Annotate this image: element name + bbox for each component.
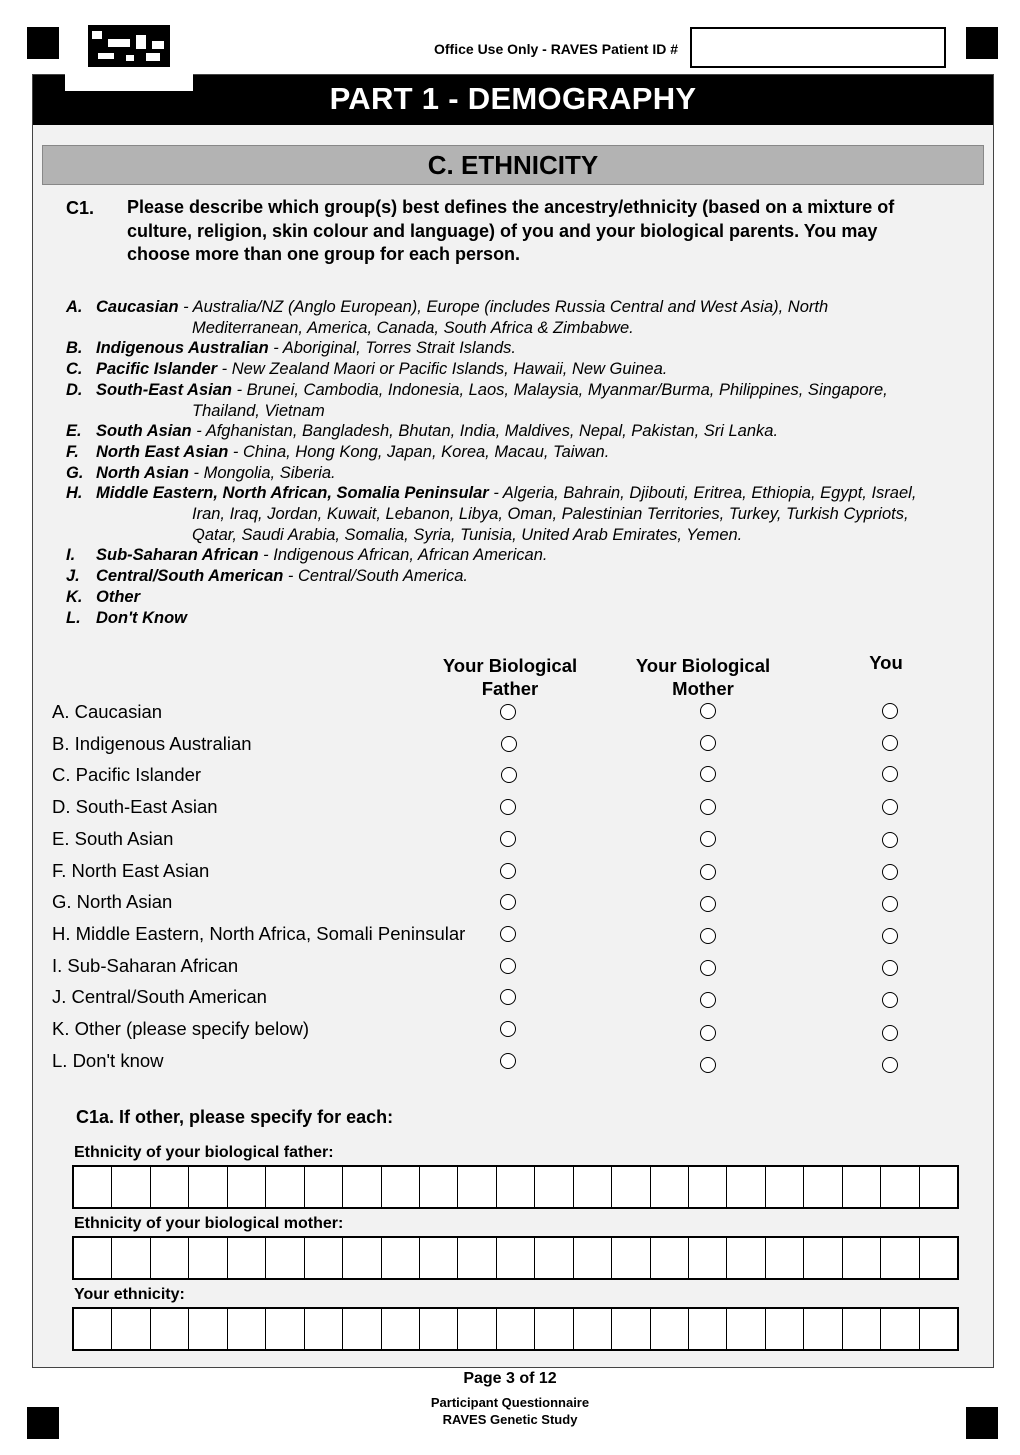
character-cell[interactable] [266,1167,304,1207]
option-label: C. Pacific Islander [52,764,202,786]
you-radio-button[interactable] [882,992,898,1008]
legend-group-name: Indigenous Australian [96,339,269,358]
legend-letter: K. [66,587,83,606]
mother-radio-button[interactable] [700,896,716,912]
mother-radio-button[interactable] [700,864,716,880]
character-cell[interactable] [535,1238,573,1278]
mother-radio-button[interactable] [700,1057,716,1073]
legend-group-desc: - Aboriginal, Torres Strait Islands. [268,339,516,358]
legend-letter: B. [66,339,83,358]
legend-item [66,338,996,359]
father-ethnicity-input[interactable] [72,1165,959,1209]
father-radio-button[interactable] [501,736,517,752]
character-cell[interactable] [497,1309,535,1349]
legend-group-name: South Asian [96,422,192,441]
legend-text [96,338,996,359]
ethnicity-option-row [52,1018,952,1048]
father-radio-button[interactable] [500,831,516,847]
legend-item [66,380,996,401]
character-cell[interactable] [151,1167,189,1207]
character-cell[interactable] [382,1309,420,1349]
legend-item [66,442,996,463]
mother-radio-button[interactable] [700,928,716,944]
character-cell[interactable] [727,1167,765,1207]
legend-continuation: Mediterranean, America, Canada, South Africa & Zimbabwe. [192,318,634,337]
mother-radio-button[interactable] [700,831,716,847]
legend-text [96,359,996,380]
legend-text [96,297,996,318]
you-radio-button[interactable] [882,766,898,782]
father-radio-button[interactable] [500,989,516,1005]
legend-group-desc: - Central/South America. [283,567,468,586]
legend-item [66,463,996,484]
character-cell[interactable] [535,1309,573,1349]
character-cell[interactable] [189,1309,227,1349]
character-cell[interactable] [804,1309,842,1349]
father-radio-button[interactable] [500,958,516,974]
legend-group-desc: - Brunei, Cambodia, Indonesia, Laos, Malaysia, Myanmar/Burma, Philippines, Singapore, [232,380,888,399]
character-cell[interactable] [843,1238,881,1278]
character-cell[interactable] [689,1238,727,1278]
legend-text [96,608,996,629]
legend-continuation: Iran, Iraq, Jordan, Kuwait, Lebanon, Libya, Oman, Palestinian Territories, Turkey, Turkish Cypriots, [192,505,909,524]
part-title: PART 1 - DEMOGRAPHY [329,81,697,116]
father-ethnicity-label: Ethnicity of your biological father: [74,1144,334,1161]
you-radio-button[interactable] [882,928,898,944]
mother-radio-button[interactable] [700,735,716,751]
character-cell[interactable] [574,1167,612,1207]
character-cell[interactable] [881,1167,919,1207]
legend-group-name: Don't Know [96,608,187,627]
page-number: Page 3 of 12 [463,1370,557,1387]
character-cell[interactable] [305,1238,343,1278]
legend-group-desc: - Algeria, Bahrain, Djibouti, Eritrea, Ethiopia, Egypt, Israel, [488,484,917,503]
character-cell[interactable] [420,1167,458,1207]
patient-id-field[interactable] [690,27,946,68]
legend-group-name: Sub-Saharan African [96,546,259,565]
registration-mark-top-left [27,27,59,59]
registration-mark-top-right [966,27,998,59]
legend-text [96,380,996,401]
ethnicity-option-row [52,986,952,1016]
legend-continuation: Thailand, Vietnam [192,401,325,420]
mother-radio-button[interactable] [700,960,716,976]
character-cell[interactable] [497,1238,535,1278]
father-radio-button[interactable] [500,799,516,815]
character-cell[interactable] [497,1167,535,1207]
option-label: L. Don't know [52,1049,164,1071]
father-radio-button[interactable] [500,863,516,879]
option-label: A. Caucasian [52,701,163,722]
character-cell[interactable] [189,1167,227,1207]
ethnicity-option-row [52,828,952,858]
character-cell[interactable] [804,1238,842,1278]
column-header-you: You [869,652,903,673]
mother-radio-button[interactable] [700,1025,716,1041]
mother-radio-button[interactable] [700,992,716,1008]
section-header [42,145,984,185]
legend-group-name: Other [96,587,141,606]
character-cell[interactable] [843,1167,881,1207]
question-number: C1. [66,198,95,218]
c1a-question: C1a. If other, please specify for each: [76,1107,394,1127]
you-radio-button[interactable] [882,735,898,751]
character-cell[interactable] [458,1309,496,1349]
character-cell[interactable] [881,1238,919,1278]
character-cell[interactable] [382,1167,420,1207]
column-header-mother: Your Biological Mother [635,655,771,699]
form-panel [32,74,994,1368]
column-header-father: Your Biological Father [442,655,578,699]
legend-item [66,359,996,380]
legend-group-desc: - Indigenous African, African American. [258,546,548,565]
mother-ethnicity-input[interactable] [72,1236,959,1280]
section-title: C. ETHNICITY [427,150,599,180]
legend-letter: F. [66,442,79,461]
form-code-tab [65,73,193,91]
ethnicity-option-row [52,923,952,953]
character-cell[interactable] [920,1238,957,1278]
mother-radio-button[interactable] [700,766,716,782]
character-cell[interactable] [920,1309,957,1349]
character-cell[interactable] [689,1167,727,1207]
ethnicity-option-row [52,955,952,985]
legend-group-name: North Asian [96,463,189,482]
ethnicity-option-row [52,860,952,890]
character-cell[interactable] [766,1309,804,1349]
legend-group-name: Central/South American [96,567,284,586]
character-cell[interactable] [305,1309,343,1349]
legend-group-desc: - Mongolia, Siberia. [188,463,336,482]
you-radio-button[interactable] [882,832,898,848]
ethnicity-option-row [52,764,952,794]
footer-study: RAVES Genetic Study [442,1412,578,1427]
your-ethnicity-input[interactable] [72,1307,959,1351]
legend-text [96,587,996,608]
barcode [88,25,170,67]
legend-continuation: Qatar, Saudi Arabia, Somalia, Syria, Tunisia, United Arab Emirates, Yemen. [192,525,743,544]
character-cell[interactable] [151,1238,189,1278]
legend-text [96,545,996,566]
you-radio-button[interactable] [882,864,898,880]
father-radio-button[interactable] [500,1053,516,1069]
legend-text [96,566,996,587]
question-text: Please describe which group(s) best defines the ancestry/ethnicity (based on a mixture of culture, religion, skin colour and language) of you and your biological parents. You may choose more than one group for each person. [127,197,895,264]
ethnicity-option-row [52,796,952,826]
legend-item [66,587,996,608]
character-cell[interactable] [612,1309,650,1349]
you-radio-button[interactable] [882,896,898,912]
legend-text [96,421,996,442]
option-label: F. North East Asian [52,859,210,881]
character-cell[interactable] [612,1238,650,1278]
character-cell[interactable] [651,1238,689,1278]
legend-item [66,608,996,629]
character-cell[interactable] [343,1309,381,1349]
option-label: I. Sub-Saharan African [52,954,239,976]
character-cell[interactable] [305,1167,343,1207]
legend-group-name: North East Asian [96,442,229,461]
character-cell[interactable] [651,1309,689,1349]
character-cell[interactable] [727,1238,765,1278]
option-label: K. Other (please specify below) [52,1018,310,1039]
legend-group-name: South-East Asian [96,380,232,399]
option-label: H. Middle Eastern, North Africa, Somali Peninsular [52,922,466,944]
character-cell[interactable] [689,1309,727,1349]
option-label: E. South Asian [52,827,174,849]
character-cell[interactable] [112,1238,150,1278]
character-cell[interactable] [228,1309,266,1349]
legend-letter: A. [66,298,83,316]
legend-group-desc: - Australia/NZ (Anglo European), Europe (includes Russia Central and West Asia), North [178,298,829,316]
legend-item [66,566,996,587]
character-cell[interactable] [843,1309,881,1349]
character-cell[interactable] [343,1167,381,1207]
option-label: B. Indigenous Australian [52,732,252,754]
you-radio-button[interactable] [882,1025,898,1041]
character-cell[interactable] [727,1309,765,1349]
father-radio-button[interactable] [500,704,516,720]
character-cell[interactable] [612,1167,650,1207]
legend-group-name: Middle Eastern, North African, Somalia Peninsular [96,484,489,503]
option-label: J. Central/South American [52,986,267,1008]
father-radio-button[interactable] [500,894,516,910]
ethnicity-option-row [52,1050,952,1080]
character-cell[interactable] [458,1167,496,1207]
ethnicity-legend [66,297,996,628]
character-cell[interactable] [266,1309,304,1349]
legend-letter: J. [66,567,80,586]
legend-text [96,442,996,463]
father-radio-button[interactable] [501,767,517,783]
mother-radio-button[interactable] [700,703,716,719]
character-cell[interactable] [151,1309,189,1349]
character-cell[interactable] [458,1238,496,1278]
character-cell[interactable] [766,1167,804,1207]
character-cell[interactable] [228,1167,266,1207]
character-cell[interactable] [574,1309,612,1349]
legend-letter: I. [66,546,76,565]
father-radio-button[interactable] [500,926,516,942]
you-radio-button[interactable] [882,1057,898,1073]
legend-item [66,483,996,504]
father-radio-button[interactable] [500,1021,516,1037]
legend-group-desc: - China, Hong Kong, Japan, Korea, Macau, Taiwan. [228,442,610,461]
option-label: G. North Asian [52,891,173,913]
legend-group-name: Caucasian [96,298,179,316]
legend-group-name: Pacific Islander [96,360,218,379]
character-cell[interactable] [420,1238,458,1278]
character-cell[interactable] [804,1167,842,1207]
character-cell[interactable] [266,1238,304,1278]
legend-letter: L. [66,608,81,627]
character-cell[interactable] [112,1309,150,1349]
character-cell[interactable] [74,1309,112,1349]
mother-ethnicity-label: Ethnicity of your biological mother: [74,1215,344,1232]
character-cell[interactable] [881,1309,919,1349]
character-cell[interactable] [382,1238,420,1278]
legend-item [66,297,996,318]
legend-letter: H. [66,484,83,503]
option-label: D. South-East Asian [52,796,218,818]
character-cell[interactable] [651,1167,689,1207]
legend-text [96,463,996,484]
character-cell[interactable] [74,1238,112,1278]
character-cell[interactable] [228,1238,266,1278]
ethnicity-option-row [52,701,952,731]
your-ethnicity-label: Your ethnicity: [74,1286,185,1303]
character-cell[interactable] [343,1238,381,1278]
you-radio-button[interactable] [882,799,898,815]
character-cell[interactable] [189,1238,227,1278]
you-radio-button[interactable] [882,960,898,976]
legend-letter: C. [66,360,83,379]
legend-text [96,483,996,504]
mother-radio-button[interactable] [700,799,716,815]
legend-item [66,545,996,566]
character-cell[interactable] [574,1238,612,1278]
character-cell[interactable] [74,1167,112,1207]
legend-group-desc: - Afghanistan, Bangladesh, Bhutan, India, Maldives, Nepal, Pakistan, Sri Lanka. [191,422,779,441]
ethnicity-option-row [52,891,952,921]
legend-letter: E. [66,422,82,441]
character-cell[interactable] [112,1167,150,1207]
ethnicity-option-row [52,733,952,763]
office-use-label: Office Use Only - RAVES Patient ID # [434,41,679,57]
legend-letter: D. [66,380,83,399]
legend-letter: G. [66,463,84,482]
character-cell[interactable] [920,1167,957,1207]
character-cell[interactable] [420,1309,458,1349]
footer-questionnaire: Participant Questionnaire [430,1395,590,1410]
character-cell[interactable] [535,1167,573,1207]
legend-item [66,421,996,442]
legend-group-desc: - New Zealand Maori or Pacific Islands, Hawaii, New Guinea. [217,360,668,379]
character-cell[interactable] [766,1238,804,1278]
you-radio-button[interactable] [882,703,898,719]
